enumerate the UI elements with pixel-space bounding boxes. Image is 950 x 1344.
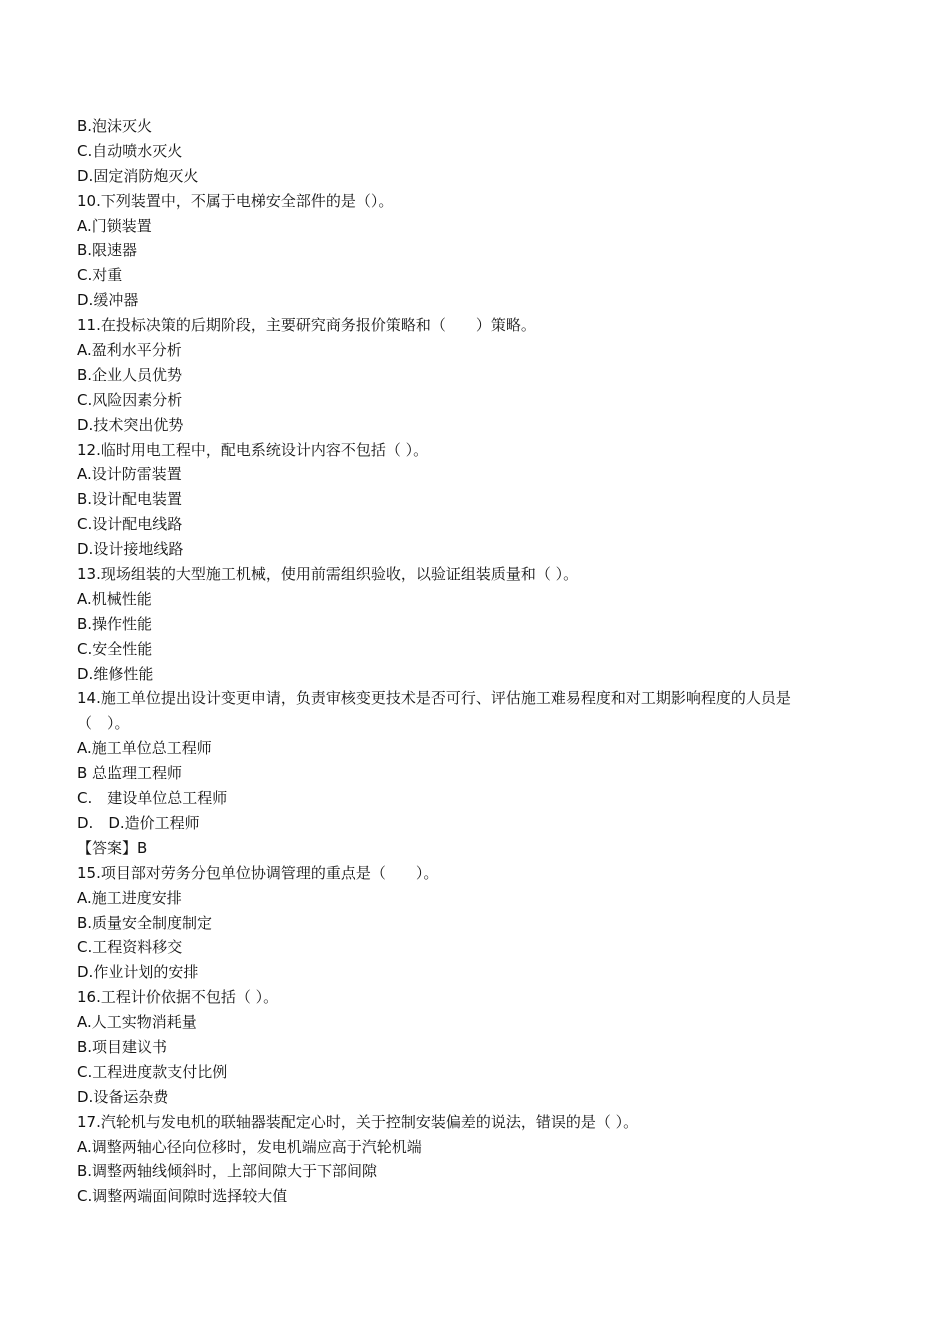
option-line: C.风险因素分析 — [77, 390, 183, 409]
question-line: 16.工程计价依据不包括（ ）。 — [77, 988, 279, 1007]
question-line: 11.在投标决策的后期阶段，主要研究商务报价策略和（ ）策略。 — [77, 316, 536, 335]
option-line: B.操作性能 — [77, 614, 153, 633]
option-line: B.限速器 — [77, 241, 138, 260]
question-line-continuation: （ ）。 — [77, 714, 130, 733]
option-line: B 总监理工程师 — [77, 764, 183, 783]
document-body — [77, 114, 887, 1209]
option-line: C.自动喷水灭火 — [77, 141, 183, 160]
option-line: B.调整两轴线倾斜时，上部间隙大于下部间隙 — [77, 1162, 378, 1181]
option-line: D.技术突出优势 — [77, 415, 184, 434]
option-line: A.设计防雷装置 — [77, 465, 182, 484]
question-line: 14.施工单位提出设计变更申请，负责审核变更技术是否可行、评估施工难易程度和对工期影响程度的人员是 — [77, 689, 791, 708]
option-line: B.设计配电装置 — [77, 490, 183, 509]
option-line: B.泡沫灭火 — [77, 117, 153, 135]
option-line: A.调整两轴心径向位移时，发电机端应高于汽轮机端 — [77, 1137, 422, 1156]
option-line: D.维修性能 — [77, 664, 154, 683]
answer-line: 【答案】B — [77, 838, 148, 857]
option-line: D. D.造价工程师 — [77, 813, 200, 832]
option-line: A.门锁装置 — [77, 216, 152, 235]
option-line: A.施工进度安排 — [77, 888, 182, 907]
question-line: 10.下列装置中，不属于电梯安全部件的是（）。 — [77, 191, 394, 210]
option-line: A.人工实物消耗量 — [77, 1013, 197, 1032]
option-line: D.缓冲器 — [77, 291, 139, 310]
option-line: C.调整两端面间隙时选择较大值 — [77, 1187, 288, 1206]
option-line: C.设计配电线路 — [77, 515, 183, 534]
option-line: C.工程进度款支付比例 — [77, 1062, 228, 1081]
option-line: D.固定消防炮灭火 — [77, 166, 199, 185]
option-line: C.安全性能 — [77, 639, 153, 658]
question-line: 13.现场组装的大型施工机械，使用前需组织验收，以验证组装质量和（ ）。 — [77, 565, 579, 584]
option-line: C.工程资料移交 — [77, 938, 183, 957]
option-line: B.企业人员优势 — [77, 365, 183, 384]
option-line: A.施工单位总工程师 — [77, 739, 212, 758]
option-line: C. 建设单位总工程师 — [77, 789, 228, 808]
option-line: D.设计接地线路 — [77, 540, 184, 559]
option-line: A.盈利水平分析 — [77, 341, 182, 360]
question-line: 12.临时用电工程中，配电系统设计内容不包括（ ）。 — [77, 440, 429, 459]
question-line: 17.汽轮机与发电机的联轴器装配定心时，关于控制安装偏差的说法，错误的是（ ）。 — [77, 1112, 639, 1131]
option-line: B.项目建议书 — [77, 1037, 168, 1056]
option-line: D.设备运杂费 — [77, 1087, 169, 1106]
option-line: D.作业计划的安排 — [77, 963, 199, 982]
option-line: A.机械性能 — [77, 589, 152, 608]
option-line: B.质量安全制度制定 — [77, 913, 213, 932]
question-line: 15.项目部对劳务分包单位协调管理的重点是（ ）。 — [77, 863, 439, 882]
option-line: C.对重 — [77, 266, 123, 285]
